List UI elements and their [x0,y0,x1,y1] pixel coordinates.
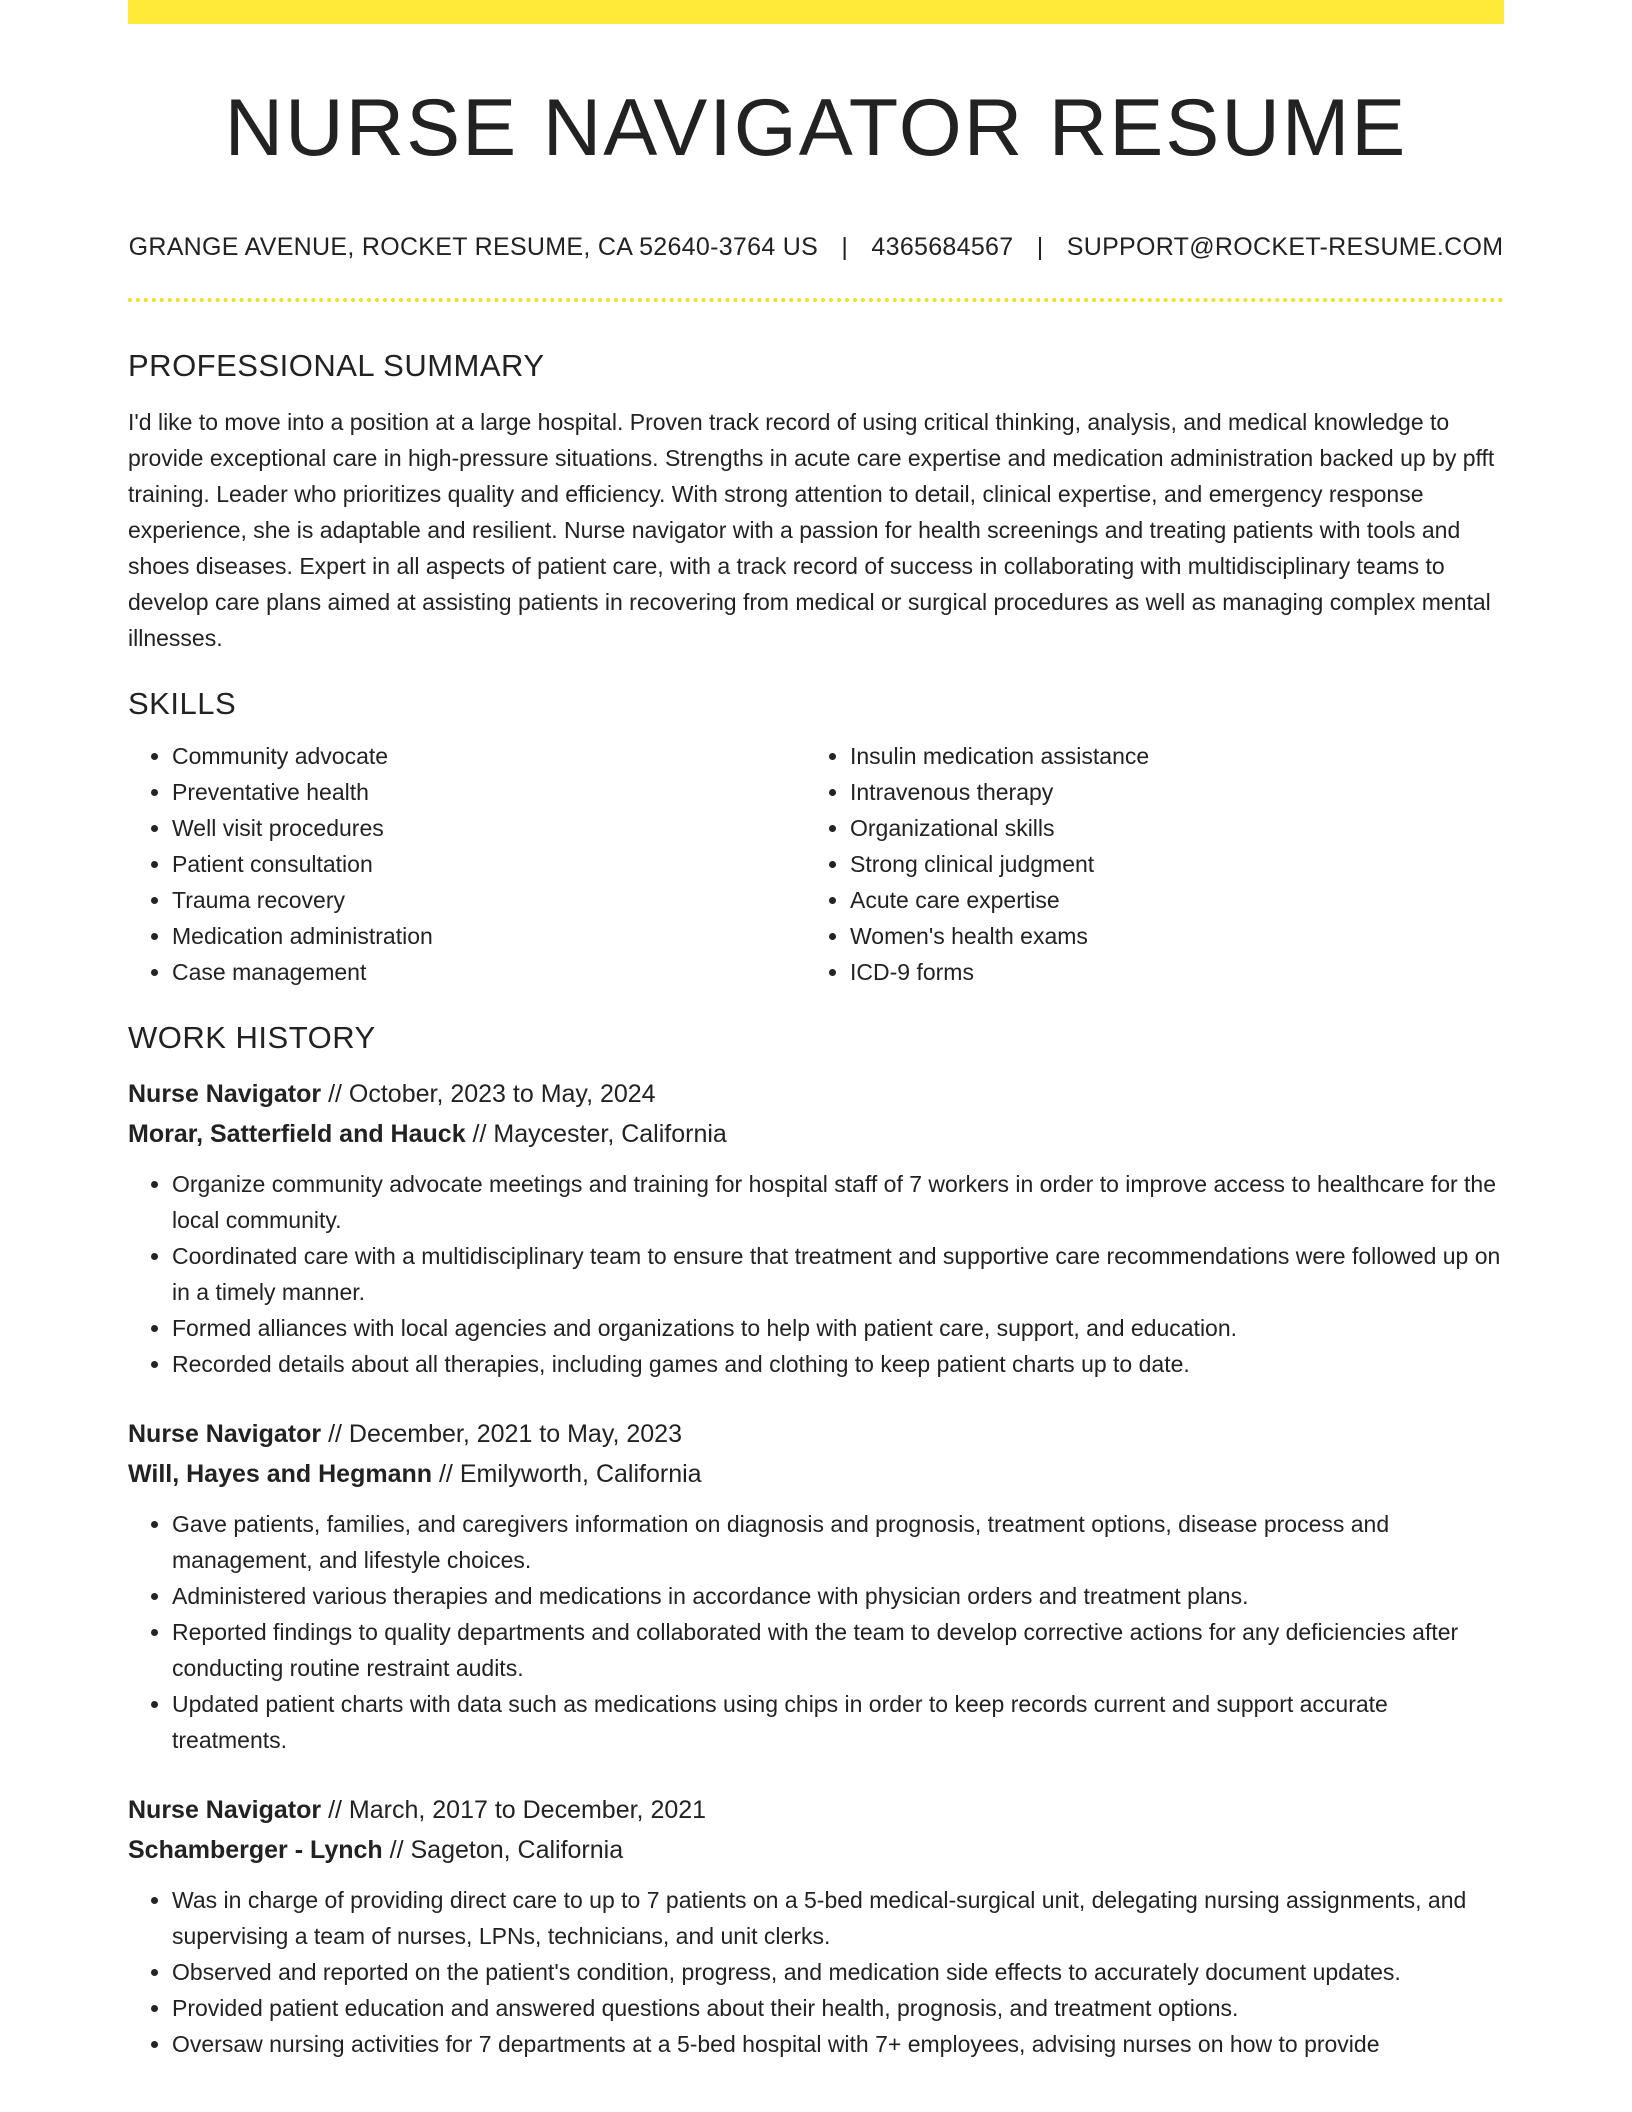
skills-grid [128,738,1504,990]
job-entry [128,1074,1504,1382]
job-dates: // December, 2021 to May, 2023 [321,1420,682,1449]
skill-item: • Medication administration [172,918,806,954]
skill-item: • Patient consultation [172,846,806,882]
job-company-line [128,1830,1504,1870]
job-dates: // March, 2017 to December, 2021 [321,1796,707,1825]
contact-phone: 4365684567 [871,233,1014,262]
job-company: Schamberger - Lynch [128,1836,383,1865]
skill-item: • ICD-9 forms [850,954,1484,990]
job-bullet: • Organize community advocate meetings and training for hospital staff of 7 workers in order to improve access to healthcare for the local community. [172,1166,1504,1238]
skills-list-right [806,738,1484,990]
resume-content [128,24,1504,2062]
job-bullet: • Updated patient charts with data such as medications using chips in order to keep records current and support accurate treatments. [172,1686,1504,1758]
job-bullet: • Provided patient education and answered questions about their health, prognosis, and treatment options. [172,1990,1504,2026]
skill-item: • Acute care expertise [850,882,1484,918]
job-bullet: • Reported findings to quality departments and collaborated with the team to develop corrective actions for any deficiencies after conducting routine restraint audits. [172,1614,1504,1686]
skills-list-left [128,738,806,990]
job-bullet: • Oversaw nursing activities for 7 departments at a 5-bed hospital with 7+ employees, advising nurses on how to provide [172,2026,1504,2062]
job-bullet: • Gave patients, families, and caregivers information on diagnosis and prognosis, treatment options, disease process and management, and lifestyle choices. [172,1506,1504,1578]
job-title-line [128,1414,1504,1454]
contact-address: GRANGE AVENUE, ROCKET RESUME, CA 52640-3764 US [128,233,819,262]
job-company-line [128,1114,1504,1154]
dotted-divider [128,298,1504,302]
job-bullet: • Recorded details about all therapies, including games and clothing to keep patient charts up to date. [172,1346,1504,1382]
job-bullet: • Administered various therapies and medications in accordance with physician orders and treatment plans. [172,1578,1504,1614]
job-title: Nurse Navigator [128,1420,322,1449]
job-location: // Maycester, California [465,1120,727,1149]
skill-item: • Intravenous therapy [850,774,1484,810]
job-company: Will, Hayes and Hegmann [128,1460,433,1489]
summary-text: I'd like to move into a position at a large hospital. Proven track record of using critical thinking, analysis, and medical knowledge to provide exceptional care in high-pressure situations. Strengths in acute care expertise and medication administration backed up by pfft training. Leader who prioritizes quality and efficiency. With strong attention to detail, clinical expertise, and emergency response experience, she is adaptable and resilient. Nurse navigator with a passion for health screenings and treating patients with tools and shoes diseases. Expert in all aspects of patient care, with a track record of success in collaborating with multidisciplinary teams to develop care plans aimed at assisting patients in recovering from medical or surgical procedures as well as managing complex mental illnesses. [128,409,1495,652]
skill-item: • Insulin medication assistance [850,738,1484,774]
contact-separator: | [1036,233,1044,262]
summary-heading: PROFESSIONAL SUMMARY [128,348,545,384]
job-company-line [128,1454,1504,1494]
job-bullet: • Was in charge of providing direct care to up to 7 patients on a 5-bed medical-surgical unit, delegating nursing assignments, and supervising a team of nurses, LPNs, technicians, and unit clerks. [172,1882,1504,1954]
contact-email: SUPPORT@ROCKET-RESUME.COM [1066,233,1504,262]
skill-item: • Community advocate [172,738,806,774]
job-location: // Sageton, California [382,1836,624,1865]
work-history-heading: WORK HISTORY [128,1020,376,1056]
job-dates: // October, 2023 to May, 2024 [321,1080,656,1109]
skill-item: • Strong clinical judgment [850,846,1484,882]
skill-item: • Preventative health [172,774,806,810]
job-bullets [128,1506,1504,1758]
skill-item: • Organizational skills [850,810,1484,846]
skills-heading: SKILLS [128,686,237,722]
skill-item: • Women's health exams [850,918,1484,954]
job-entry [128,1414,1504,1758]
job-entry [128,1790,1504,2062]
contact-separator: | [841,233,849,262]
job-bullet: • Coordinated care with a multidisciplinary team to ensure that treatment and supportive care recommendations were followed up on in a timely manner. [172,1238,1504,1310]
job-title: Nurse Navigator [128,1080,322,1109]
job-bullet: • Formed alliances with local agencies and organizations to help with patient care, support, and education. [172,1310,1504,1346]
job-company: Morar, Satterfield and Hauck [128,1120,466,1149]
job-location: // Emilyworth, California [432,1460,702,1489]
job-title: Nurse Navigator [128,1796,322,1825]
job-bullet: • Observed and reported on the patient's condition, progress, and medication side effects to accurately document updates. [172,1954,1504,1990]
contact-line [128,233,1504,262]
skill-item: • Case management [172,954,806,990]
job-bullets [128,1166,1504,1382]
page-title: NURSE NAVIGATOR RESUME [224,83,1408,173]
skill-item: • Well visit procedures [172,810,806,846]
job-title-line [128,1074,1504,1114]
accent-bar [128,0,1504,24]
job-title-line [128,1790,1504,1830]
skill-item: • Trauma recovery [172,882,806,918]
job-bullets [128,1882,1504,2062]
